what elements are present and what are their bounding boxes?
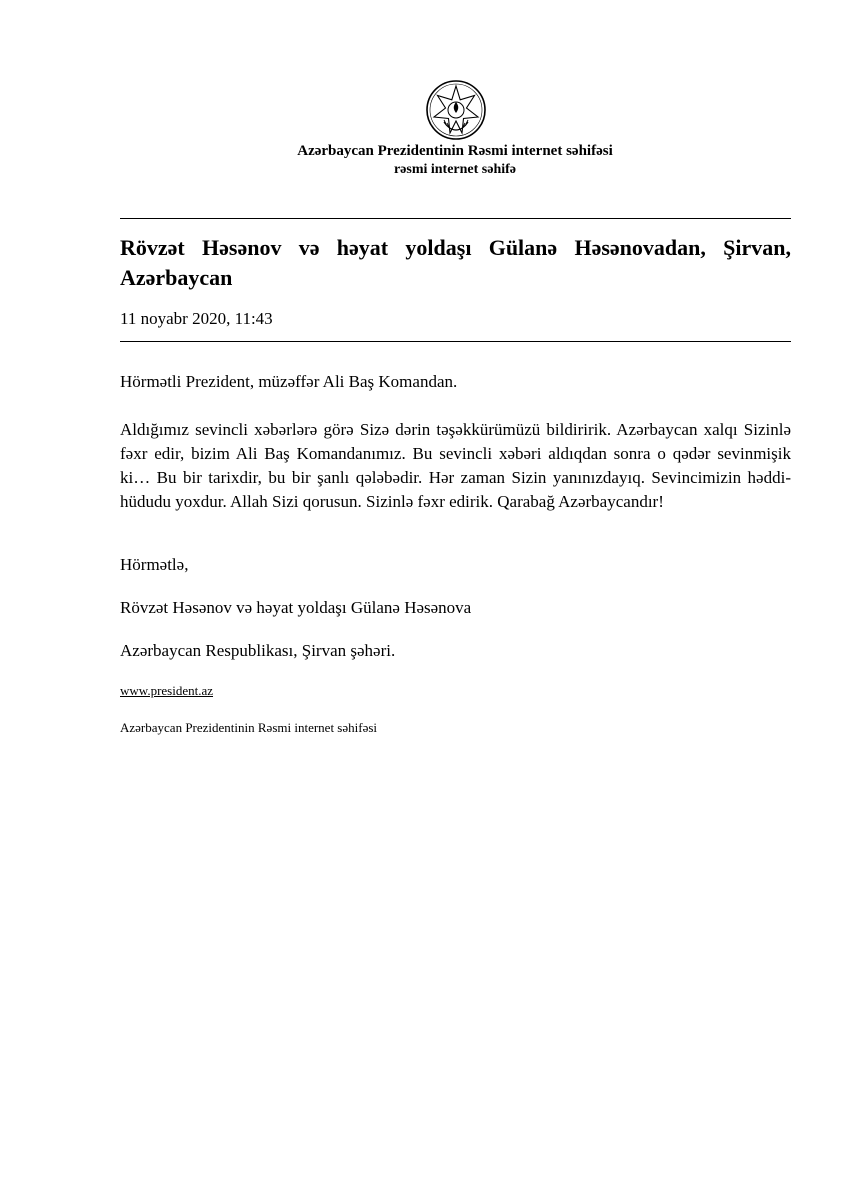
- footer-site-name: Azərbaycan Prezidentinin Rəsmi internet səhifəsi: [120, 720, 378, 735]
- letter-body: Aldığımız sevincli xəbərlərə görə Sizə dərin təşəkkürümüzü bildiririk. Azərbaycan xalqı Sizinlə fəxr edir, bizim Ali Baş Komandanımız. Bu sevincli xəbəri aldıqdan sonra o qədər sevinmişik ki… Bu bir tarixdir, bu bir şanlı qələbədir. Hər zaman Sizin yanınızdayıq. Sevincimizin həddi-hüdudu yoxdur. Allah Sizi qorusun. Sizinlə fəxr edirik. Qarabağ Azərbaycandır!: [120, 420, 791, 511]
- site-header-subtitle: rəsmi internet səhifə: [393, 162, 517, 177]
- letter-closing: Hörmətlə,: [120, 555, 189, 574]
- divider-top: [120, 218, 791, 219]
- letter-location: Azərbaycan Respublikası, Şirvan şəhəri.: [120, 641, 396, 660]
- letter-signature: Rövzət Həsənov və həyat yoldaşı Gülanə Həsənova: [120, 598, 472, 617]
- divider-below-date: [120, 341, 791, 342]
- article-date: 11 noyabr 2020, 11:43: [120, 309, 273, 328]
- letter-greeting: Hörmətli Prezident, müzəffər Ali Baş Komandan.: [120, 372, 458, 391]
- president-az-link[interactable]: www.president.az: [120, 683, 214, 698]
- article-title: Rövzət Həsənov və həyat yoldaşı Gülanə Həsənovadan, Şirvan, Azərbaycan: [120, 235, 791, 290]
- site-header-title: Azərbaycan Prezidentinin Rəsmi internet səhifəsi: [297, 143, 613, 159]
- azerbaijan-state-emblem-icon: [424, 78, 488, 142]
